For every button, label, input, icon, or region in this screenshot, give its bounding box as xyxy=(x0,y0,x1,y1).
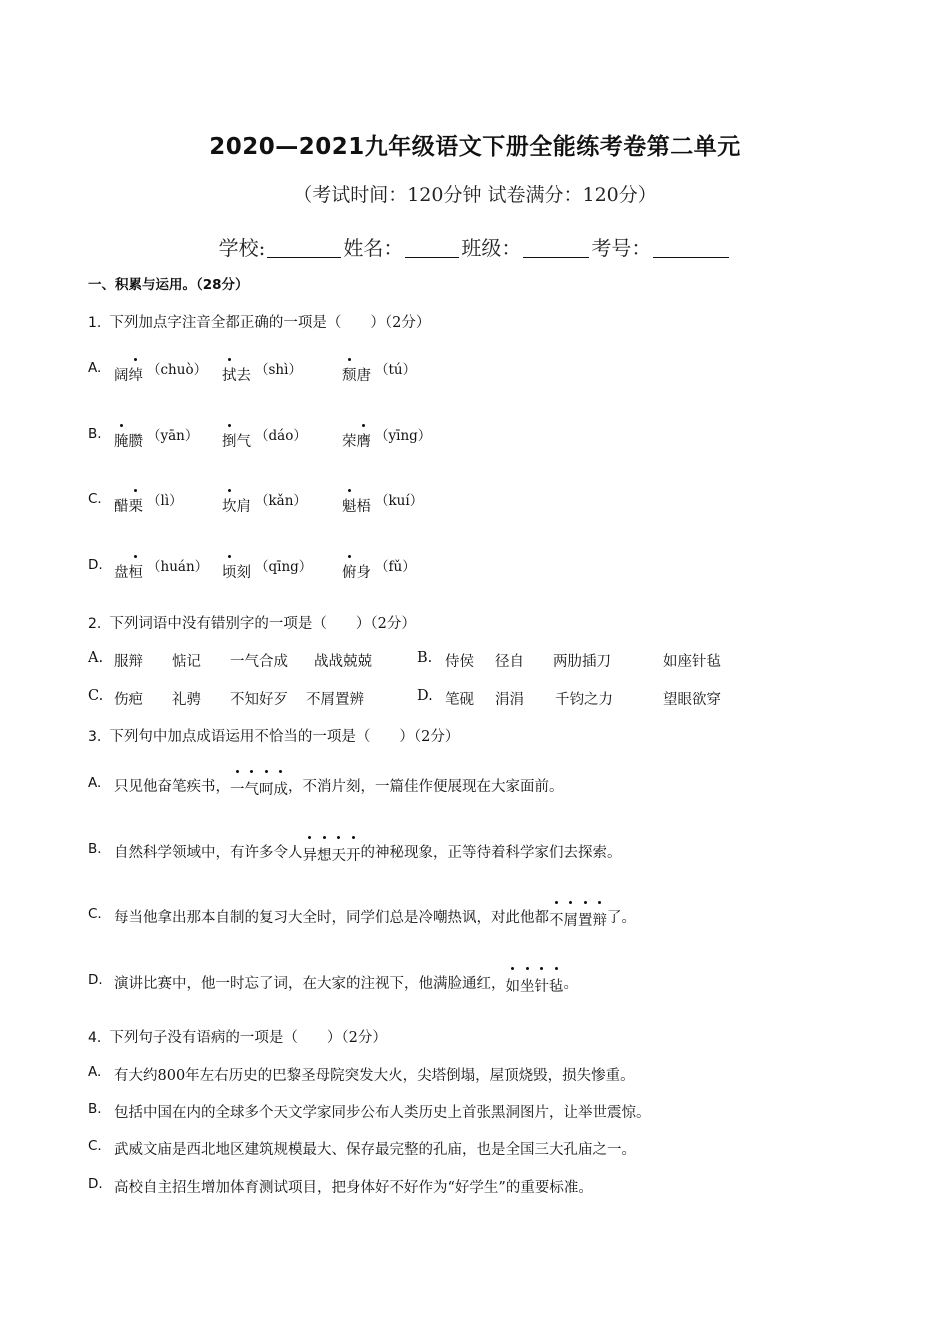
sentence-start: 每当他拿出那本自制的复习大全时，同学们总是冷嘲热讽，对此他都 xyxy=(114,910,549,926)
pinyin: （kǎn） xyxy=(255,493,307,509)
word-text xyxy=(342,565,371,581)
word-2: 径自 xyxy=(495,654,524,670)
plain-char: 臜 xyxy=(128,434,143,450)
option-label: B. xyxy=(417,650,433,666)
question-number: 2. xyxy=(88,616,102,632)
option-b[interactable] xyxy=(88,841,622,875)
dotted-char: 桓 xyxy=(129,561,144,582)
option-label: D. xyxy=(88,972,103,988)
pinyin: （qīng） xyxy=(255,559,313,575)
dotted-char: 气 xyxy=(245,778,260,799)
option-label: B. xyxy=(88,426,102,442)
plain-char: 刻 xyxy=(236,565,251,581)
school-blank[interactable] xyxy=(267,237,341,258)
name-blank[interactable] xyxy=(405,237,459,258)
question-number: 3. xyxy=(88,729,102,745)
class-blank[interactable] xyxy=(523,237,589,258)
option-a[interactable] xyxy=(88,1064,635,1098)
option-text: 包括中国在内的全球多个天文学家同步公布人类历史上首张黑洞图片，让举世震惊。 xyxy=(114,1105,651,1121)
question-4 xyxy=(88,1026,387,1047)
option-label: A. xyxy=(88,775,102,791)
word-1: 侍侯 xyxy=(445,654,474,670)
dotted-char: 不 xyxy=(549,909,564,930)
plain-char: 肩 xyxy=(236,499,251,515)
option-label: A. xyxy=(88,1064,102,1080)
option-label: D. xyxy=(88,557,103,573)
pinyin-item xyxy=(114,426,199,450)
pinyin: （tú） xyxy=(375,362,417,378)
dotted-idiom xyxy=(549,909,607,930)
option-a[interactable] xyxy=(88,360,648,394)
option-c[interactable] xyxy=(88,491,648,525)
sentence-end: 了。 xyxy=(607,910,636,926)
question-stem: 下列词语中没有错别字的一项是（ ）（2分） xyxy=(109,616,416,632)
word-text xyxy=(222,368,251,384)
plain-char: 阔 xyxy=(114,368,129,384)
option-d[interactable] xyxy=(417,688,747,714)
dotted-char: 魁 xyxy=(342,495,357,516)
pinyin: （kuí） xyxy=(375,493,424,509)
word-text xyxy=(222,499,251,515)
pinyin: （dáo） xyxy=(255,428,307,444)
word-2: 涓涓 xyxy=(495,692,524,708)
dotted-char: 顷 xyxy=(222,561,237,582)
dotted-char: 屑 xyxy=(564,909,579,930)
dotted-char: 绰 xyxy=(129,364,144,385)
dotted-char: 一 xyxy=(230,778,245,799)
question-1 xyxy=(88,311,430,332)
word-3: 两肋插刀 xyxy=(553,654,611,670)
option-label: B. xyxy=(88,841,102,857)
word-text xyxy=(342,499,371,515)
word-1: 笔砚 xyxy=(445,692,474,708)
word-text xyxy=(114,368,143,384)
section-title: 一、积累与运用。（28分） xyxy=(88,277,249,293)
dotted-char: 针 xyxy=(535,975,550,996)
option-d[interactable] xyxy=(88,557,648,591)
question-number: 4. xyxy=(88,1030,102,1046)
word-3: 千钧之力 xyxy=(555,692,613,708)
plain-char: 梧 xyxy=(356,499,371,515)
option-b[interactable] xyxy=(417,650,747,676)
plain-char: 盘 xyxy=(114,565,129,581)
exam-number-blank[interactable] xyxy=(653,237,729,258)
dotted-char: 成 xyxy=(274,778,289,799)
question-number: 1. xyxy=(88,315,102,331)
plain-char: 身 xyxy=(356,565,371,581)
pinyin: （chuò） xyxy=(147,362,208,378)
exam-info: （考试时间：120分钟 试卷满分：120分） xyxy=(293,184,657,206)
pinyin-item xyxy=(342,557,416,581)
word-1: 服辩 xyxy=(114,654,143,670)
option-a[interactable] xyxy=(88,650,408,676)
sentence-end: 的神秘现象，正等待着科学家们去探索。 xyxy=(360,845,622,861)
option-c[interactable] xyxy=(88,906,636,940)
option-label: D. xyxy=(417,688,433,704)
sentence-start: 只见他奋笔疾书， xyxy=(114,779,230,795)
dotted-char: 呵 xyxy=(259,778,274,799)
dotted-char: 膺 xyxy=(357,430,372,451)
word-text xyxy=(114,434,143,450)
word-text xyxy=(342,368,371,384)
pinyin-item xyxy=(342,491,424,515)
word-3: 一气合成 xyxy=(230,654,288,670)
word-4: 如座针毡 xyxy=(663,654,721,670)
option-a[interactable] xyxy=(88,775,564,809)
option-c[interactable] xyxy=(88,1138,636,1172)
pinyin-item xyxy=(342,426,432,450)
pinyin: （shì） xyxy=(255,362,302,378)
word-3: 不知好歹 xyxy=(230,692,288,708)
option-d[interactable] xyxy=(88,972,578,1006)
plain-char: 气 xyxy=(236,434,251,450)
option-label: A. xyxy=(88,650,104,666)
option-b[interactable] xyxy=(88,426,648,460)
dotted-idiom xyxy=(230,778,288,799)
exam-number-label: 考号： xyxy=(591,236,652,260)
dotted-char: 置 xyxy=(578,909,593,930)
school-label: 学校: xyxy=(218,236,266,260)
student-info-line xyxy=(0,232,950,261)
question-2 xyxy=(88,612,416,633)
option-label: B. xyxy=(88,1101,102,1117)
dotted-char: 如 xyxy=(506,975,521,996)
dotted-char: 开 xyxy=(346,844,361,865)
option-label: D. xyxy=(88,1176,103,1192)
option-text: 有大约800年左右历史的巴黎圣母院突发大火，尖塔倒塌，屋顶烧毁，损失惨重。 xyxy=(114,1068,635,1084)
dotted-idiom xyxy=(303,844,361,865)
dotted-char: 异 xyxy=(303,844,318,865)
pinyin-item xyxy=(222,360,302,384)
option-label: C. xyxy=(88,688,104,704)
dotted-char: 腌 xyxy=(114,430,129,451)
pinyin-item xyxy=(114,360,208,384)
option-text: 高校自主招生增加体育测试项目，把身体好不好作为“好学生”的重要标准。 xyxy=(114,1180,593,1196)
question-stem: 下列加点字注音全都正确的一项是（ ）（2分） xyxy=(109,315,431,331)
option-label: A. xyxy=(88,360,102,376)
word-2: 惦记 xyxy=(172,654,201,670)
word-text xyxy=(222,434,251,450)
dotted-char: 毡 xyxy=(549,975,564,996)
option-c[interactable] xyxy=(88,688,408,714)
word-text xyxy=(114,499,143,515)
question-stem: 下列句子没有语病的一项是（ ）（2分） xyxy=(109,1030,387,1046)
pinyin-item xyxy=(342,360,417,384)
pinyin-item xyxy=(114,491,183,515)
plain-char: 唐 xyxy=(356,368,371,384)
pinyin: （yīng） xyxy=(375,428,432,444)
pinyin-item xyxy=(222,426,307,450)
pinyin: （huán） xyxy=(147,559,209,575)
option-label: C. xyxy=(88,1138,102,1154)
word-4: 不屑置辨 xyxy=(306,692,364,708)
pinyin: （fǔ） xyxy=(375,559,416,575)
sentence-end: 。 xyxy=(563,976,578,992)
plain-char: 荣 xyxy=(342,434,357,450)
word-text xyxy=(114,565,143,581)
plain-char: 醋 xyxy=(114,499,129,515)
dotted-char: 拭 xyxy=(222,364,237,385)
word-text xyxy=(222,565,251,581)
name-label: 姓名： xyxy=(343,236,404,260)
option-label: C. xyxy=(88,906,102,922)
pinyin: （lì） xyxy=(147,493,183,509)
option-label: C. xyxy=(88,491,102,507)
dotted-char: 俯 xyxy=(342,561,357,582)
sentence-start: 自然科学领域中，有许多令人 xyxy=(114,845,303,861)
dotted-char: 坎 xyxy=(222,495,237,516)
pinyin-item xyxy=(114,557,209,581)
dotted-char: 辩 xyxy=(593,909,608,930)
pinyin-item xyxy=(222,491,307,515)
word-4: 望眼欲穿 xyxy=(663,692,721,708)
class-label: 班级： xyxy=(461,236,522,260)
pinyin-item xyxy=(222,557,313,581)
option-b[interactable] xyxy=(88,1101,651,1135)
option-text: 武威文庙是西北地区建筑规模最大、保存最完整的孔庙，也是全国三大孔庙之一。 xyxy=(114,1142,636,1158)
word-4: 战战兢兢 xyxy=(314,654,372,670)
dotted-char: 颓 xyxy=(342,364,357,385)
pinyin: （yān） xyxy=(147,428,199,444)
dotted-idiom xyxy=(506,975,564,996)
dotted-char: 天 xyxy=(332,844,347,865)
page-title: 2020—2021九年级语文下册全能练考卷第二单元 xyxy=(209,134,741,160)
dotted-char: 坐 xyxy=(520,975,535,996)
plain-char: 去 xyxy=(236,368,251,384)
word-text xyxy=(342,434,371,450)
dotted-char: 栗 xyxy=(129,495,144,516)
word-2: 礼骋 xyxy=(172,692,201,708)
question-stem: 下列句中加点成语运用不恰当的一项是（ ）（2分） xyxy=(109,729,460,745)
sentence-start: 演讲比赛中，他一时忘了词，在大家的注视下，他满脸通红， xyxy=(114,976,506,992)
dotted-char: 捯 xyxy=(222,430,237,451)
word-1: 伤疤 xyxy=(114,692,143,708)
question-3 xyxy=(88,725,459,746)
sentence-end: ，不消片刻，一篇佳作便展现在大家面前。 xyxy=(288,779,564,795)
dotted-char: 想 xyxy=(317,844,332,865)
option-d[interactable] xyxy=(88,1176,593,1210)
